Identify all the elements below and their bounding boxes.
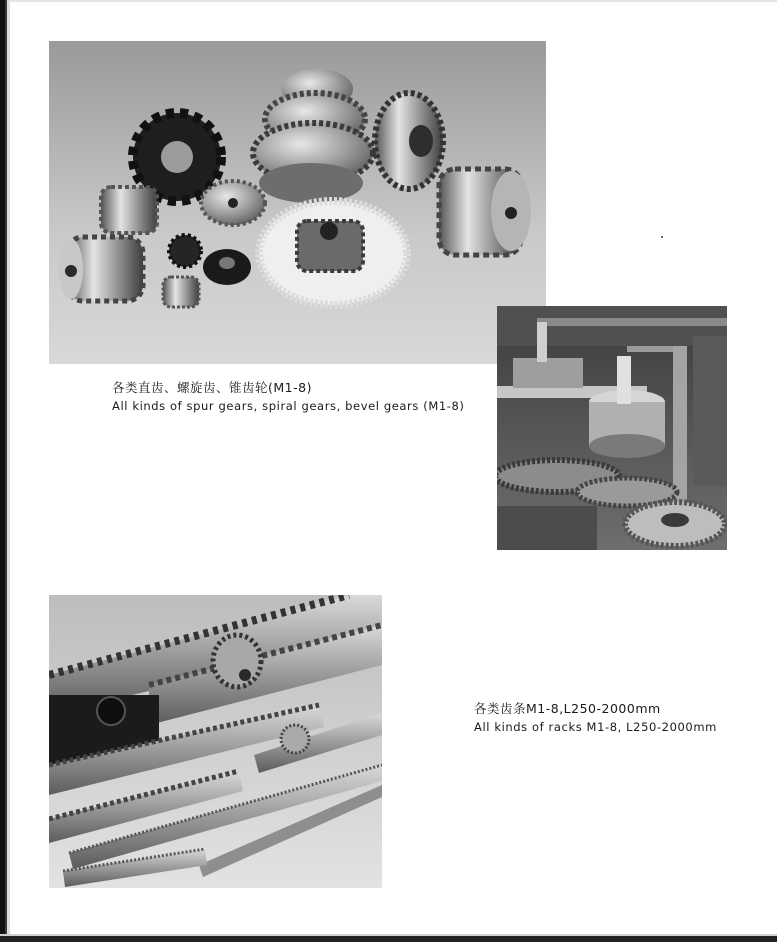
racks-caption bbox=[474, 700, 717, 736]
scan-speck bbox=[661, 236, 663, 238]
gears-caption bbox=[112, 379, 465, 415]
gears-photo bbox=[49, 41, 546, 364]
racks-caption-english: All kinds of racks M1-8, L250-2000mm bbox=[474, 720, 717, 734]
scan-edge-bottom bbox=[0, 934, 777, 942]
gears-caption-english: All kinds of spur gears, spiral gears, bevel gears (M1-8) bbox=[112, 399, 465, 413]
racks-caption-chinese: 各类齿条M1-8,L250-2000mm bbox=[474, 701, 661, 716]
scan-edge-left bbox=[0, 0, 10, 942]
machine-gears-photo bbox=[497, 306, 727, 550]
gears-caption-chinese: 各类直齿、螺旋齿、锥齿轮(M1-8) bbox=[112, 380, 312, 395]
gear-racks-photo bbox=[49, 595, 382, 888]
scan-edge-top bbox=[0, 0, 777, 2]
